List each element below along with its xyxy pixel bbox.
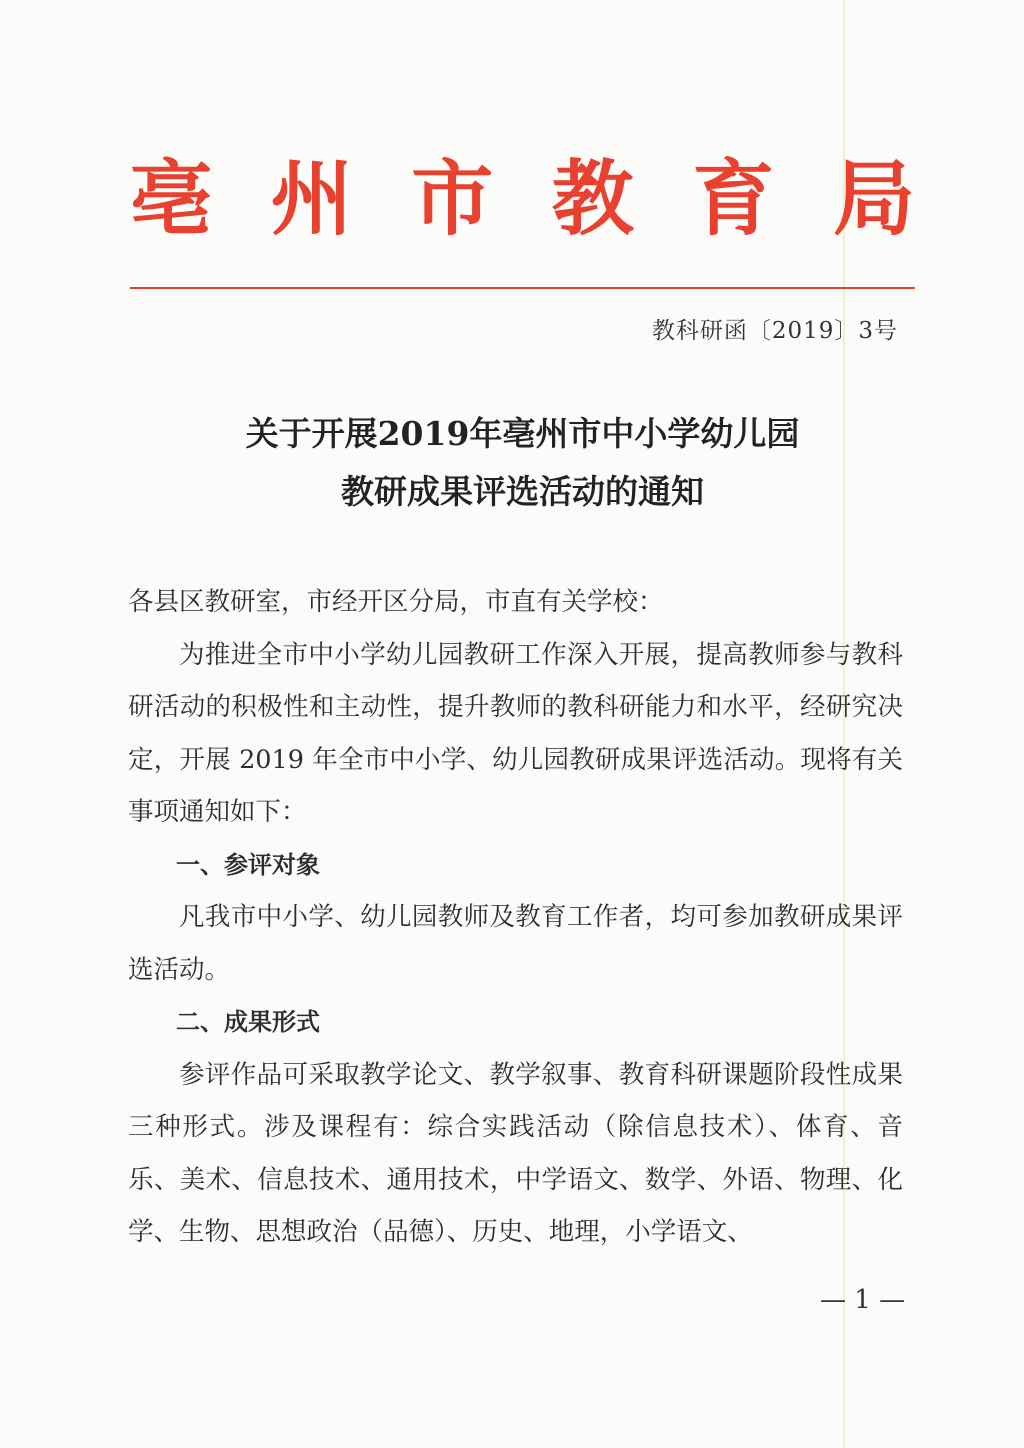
document-title: [130, 405, 915, 521]
letterhead-char: 育: [692, 152, 775, 247]
letterhead-title: [130, 150, 915, 250]
section-heading-1: 一、参评对象: [176, 850, 320, 879]
letterhead-char: 教: [551, 152, 634, 247]
paragraph-forms: 参评作品可采取教学论文、教学叙事、教育科研课题阶段性成果三种形式。涉及课程有：综合实践活动（除信息技术）、体育、音乐、美术、信息技术、通用技术，中学语文、数学、外语、物理、化学、生物、思想政治（品德）、历史、地理，小学语文、: [128, 1059, 903, 1247]
letterhead-char: 市: [411, 152, 494, 247]
document-number: 教科研函〔2019〕3号: [651, 318, 898, 344]
letterhead-divider: [130, 287, 915, 289]
document-body: [128, 576, 903, 1259]
salutation: 各县区教研室，市经开区分局，市直有关学校：: [128, 587, 664, 617]
paragraph-intro: 为推进全市中小学幼儿园教研工作深入开展，提高教师参与教科研活动的积极性和主动性，提升教师的教科研能力和水平，经研究决定，开展 2019 年全市中小学、幼儿园教研成果评选活动。现将有关事项通知如下：: [128, 639, 903, 827]
title-line-2: 教研成果评选活动的通知: [341, 472, 704, 511]
letterhead-char: 局: [832, 152, 915, 247]
section-heading-2: 二、成果形式: [176, 1008, 320, 1036]
letterhead-char: 亳: [130, 152, 213, 247]
page-number: — 1 —: [820, 1285, 906, 1315]
letterhead-char: 州: [270, 152, 353, 247]
title-line-1: 关于开展2019年亳州市中小学幼儿园: [245, 414, 800, 453]
paragraph-participants: 凡我市中小学、幼儿园教师及教育工作者，均可参加教研成果评选活动。: [128, 902, 903, 985]
